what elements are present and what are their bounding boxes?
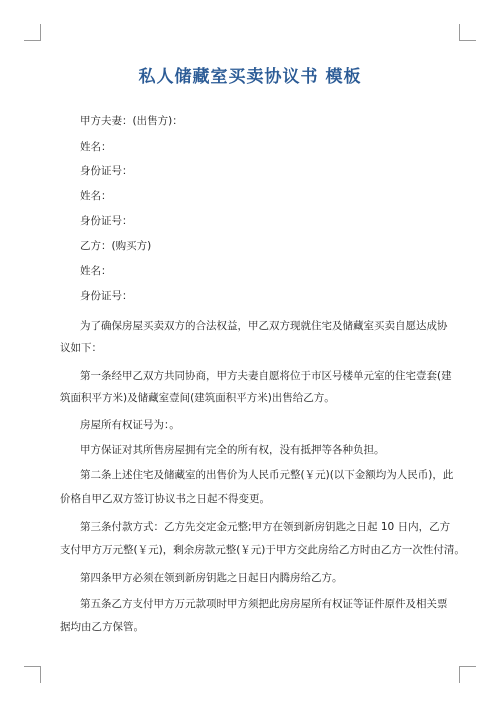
preamble-line: 议如下： [60,342,102,354]
party-a-name-1: 姓名： [80,141,112,153]
article-3-line: 支付甲方万元整(￥元)，剩余房款元整(￥元)于甲方交此房给乙方时由乙方一次性付清。 [60,544,465,556]
document-title: 私人储藏室买卖协议书 模板 [138,67,362,87]
crop-mark [459,666,460,683]
certificate-line: 房屋所有权证号为：。 [80,419,180,431]
article-4-line: 第四条甲方必须在领到新房钥匙之日起日内腾房给乙方。 [80,572,343,584]
party-b-name: 姓名： [80,265,112,277]
article-5-line: 第五条乙方支付甲方万元款项时甲方须把此房房屋所有权证等证件原件及相关票 [80,598,448,610]
crop-mark [40,24,41,41]
article-5-line: 据均由乙方保管。 [60,621,144,633]
guarantee-line: 甲方保证对其所售房屋拥有完全的所有权，没有抵押等各种负担。 [80,444,385,456]
article-1-line: 第一条经甲乙双方共同协商，甲方夫妻自愿将位于市区号楼单元室的住宅壹套(建 [80,370,452,382]
preamble-line: 为了确保房屋买卖双方的合法权益，甲乙双方现就住宅及储藏室买卖自愿达成协 [80,320,448,332]
crop-mark [24,40,40,41]
party-a-id-2: 身份证号： [80,215,133,227]
article-2-line: 价格自甲乙双方签订协议书之日起不得变更。 [60,493,270,505]
party-a-heading: 甲方夫妻：(出售方)： [80,115,183,127]
article-2-line: 第二条上述住宅及储藏室的出售价为人民币元整(￥元)(以下金额均为人民币)，此 [80,469,454,481]
crop-mark [40,666,41,683]
party-a-name-2: 姓名： [80,190,112,202]
party-b-heading: 乙方：(购买方) [80,240,152,252]
crop-mark [459,24,460,41]
article-3-line: 第三条付款方式：乙方先交定金元整;甲方在领到新房钥匙之日起 10 日内，乙方 [80,521,451,533]
crop-mark [460,666,476,667]
article-1-line: 筑面积平方米)及储藏室壹间(建筑面积平方米)出售给乙方。 [60,392,335,404]
party-b-id: 身份证号： [80,290,133,302]
crop-mark [460,40,476,41]
crop-mark [24,666,40,667]
party-a-id-1: 身份证号： [80,165,133,177]
